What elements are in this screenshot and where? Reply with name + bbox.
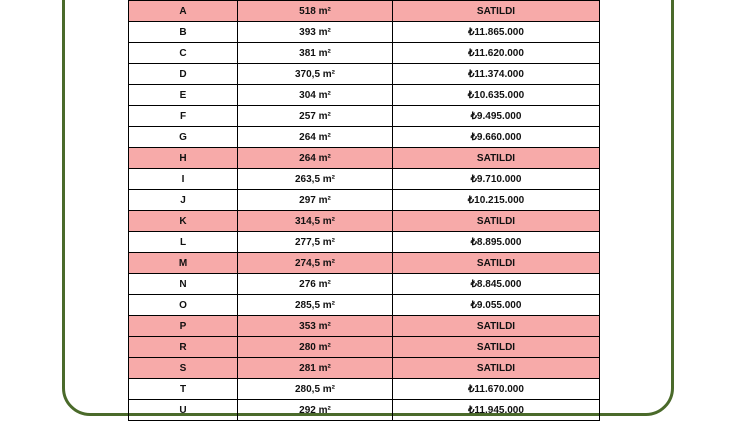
lot-cell: G [129, 127, 238, 148]
table-row [129, 85, 600, 106]
area-cell: 353 m² [238, 316, 393, 337]
area-cell: 280 m² [238, 337, 393, 358]
lot-cell: L [129, 232, 238, 253]
lot-cell: J [129, 190, 238, 211]
price-cell: SATILDI [393, 253, 600, 274]
area-cell: 393 m² [238, 22, 393, 43]
price-cell: ₺8.845.000 [393, 274, 600, 295]
lot-cell: C [129, 43, 238, 64]
table-row [129, 43, 600, 64]
lot-cell: M [129, 253, 238, 274]
area-cell: 297 m² [238, 190, 393, 211]
area-cell: 304 m² [238, 85, 393, 106]
area-cell: 285,5 m² [238, 295, 393, 316]
table-row [129, 211, 600, 232]
table-row [129, 148, 600, 169]
lot-cell: K [129, 211, 238, 232]
lot-cell: H [129, 148, 238, 169]
table-row [129, 190, 600, 211]
area-cell: 292 m² [238, 400, 393, 421]
price-cell: ₺11.670.000 [393, 379, 600, 400]
lot-cell: U [129, 400, 238, 421]
lot-cell: D [129, 64, 238, 85]
price-cell: ₺11.374.000 [393, 64, 600, 85]
table-row [129, 127, 600, 148]
lot-cell: I [129, 169, 238, 190]
table-row [129, 358, 600, 379]
area-cell: 277,5 m² [238, 232, 393, 253]
price-cell: ₺10.215.000 [393, 190, 600, 211]
table-row [129, 22, 600, 43]
lot-cell: O [129, 295, 238, 316]
lot-cell: E [129, 85, 238, 106]
price-cell: SATILDI [393, 1, 600, 22]
price-cell: ₺10.635.000 [393, 85, 600, 106]
lot-cell: F [129, 106, 238, 127]
table-row [129, 64, 600, 85]
lot-cell: B [129, 22, 238, 43]
price-cell: ₺9.710.000 [393, 169, 600, 190]
area-cell: 263,5 m² [238, 169, 393, 190]
price-cell: ₺11.865.000 [393, 22, 600, 43]
table-row [129, 274, 600, 295]
lot-cell: P [129, 316, 238, 337]
area-cell: 264 m² [238, 127, 393, 148]
price-cell: SATILDI [393, 316, 600, 337]
table-row [129, 253, 600, 274]
price-cell: ₺9.055.000 [393, 295, 600, 316]
table-row [129, 337, 600, 358]
lot-cell: N [129, 274, 238, 295]
price-cell: ₺8.895.000 [393, 232, 600, 253]
lot-cell: S [129, 358, 238, 379]
lot-cell: A [129, 1, 238, 22]
area-cell: 314,5 m² [238, 211, 393, 232]
area-cell: 281 m² [238, 358, 393, 379]
price-cell: ₺11.945.000 [393, 400, 600, 421]
area-cell: 280,5 m² [238, 379, 393, 400]
table-row [129, 106, 600, 127]
area-cell: 264 m² [238, 148, 393, 169]
price-cell: SATILDI [393, 211, 600, 232]
area-cell: 276 m² [238, 274, 393, 295]
area-cell: 257 m² [238, 106, 393, 127]
price-cell: ₺11.620.000 [393, 43, 600, 64]
lot-cell: R [129, 337, 238, 358]
area-cell: 518 m² [238, 1, 393, 22]
price-cell: SATILDI [393, 148, 600, 169]
price-cell: SATILDI [393, 358, 600, 379]
table-row [129, 379, 600, 400]
price-cell: ₺9.495.000 [393, 106, 600, 127]
table-row [129, 295, 600, 316]
area-cell: 370,5 m² [238, 64, 393, 85]
price-cell: SATILDI [393, 337, 600, 358]
table-row [129, 1, 600, 22]
table-row [129, 169, 600, 190]
area-cell: 381 m² [238, 43, 393, 64]
lot-price-table [128, 0, 600, 421]
table-row [129, 232, 600, 253]
table-row [129, 400, 600, 421]
area-cell: 274,5 m² [238, 253, 393, 274]
lot-cell: T [129, 379, 238, 400]
table-row [129, 316, 600, 337]
price-cell: ₺9.660.000 [393, 127, 600, 148]
